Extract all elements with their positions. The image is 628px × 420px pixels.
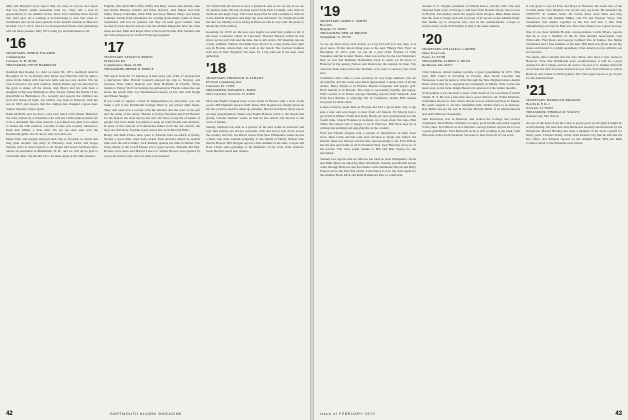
col6-paragraph-c: We salute Jake Crandall and his wife Mary, who have a new home in Hanover. Now that Dartmouth goes coeducational, it will be a great change for the College, and we all want to be part of it. Stanley Edwards wrote that his wife had been sick but is now well. Fred Nichols is still in Hanover and comes to all the games. The class agent reports a good year for the Alumni Fund. [526, 55, 622, 80]
class-19-secretary: SECRETARY, JAMES C. SMITH [320, 19, 367, 23]
class-17-secretary: SECRETARY, LYMAN R. BURNS [104, 54, 153, 59]
right-column-1 [320, 4, 416, 410]
class-20-address2: Essex, Vt. 05799 [422, 54, 446, 59]
col2-paragraph-a: English, Jim and Edith Coffin, Duffy and Betty Lewis, Abe Zeitlin, Jake and Addie Menzel, Charlie and Edna Stevens, Jake Mayer and Jack Wells, Shorty Fairbanks, Dick Ellis and Jerry Hallett, Hugo and Ginny Lambert. Greek from classmates are coming in the mails. Some of these classmates will not be present, but they all send good wishes. Ken Goodrich wrote that he always read the Alumni Magazine first; the class notes second. Ruth and Roger Rice write from Florida. Bob Sanders and Art Schoenberg report on the Florida get-together. [104, 4, 200, 37]
col5-paragraph-d: Seth Robertson was in Hanover and visited the College and several classmates. Dick Burke continues to enjoy good health and sends regards to the class. Ted Wilson is in California. George Dexter reports he is now a great-grandfather. Fred Hall tells us he is still working at the bank. Sam Morrison writes from Vermont. We hope to hear from all of you soon. [422, 116, 520, 137]
class-18-treasurer: TREASURER, EDWARD L. BAER [206, 88, 256, 93]
col1-paragraph-c: Rube McFella says he had a very nice lunch with Walter Hubbard. We were visited by a classmate who said the 1916 reunion turned out to be a decidedly fine class reunion. Leon Reed was glad to be asked to attend the 55th reunion. Carolina Cooke was recently married to Ruth Ann Miller, a Yale man. We are not sure who won the Dartmouth game, but we know who won that one. [6, 111, 98, 137]
class-19-address2: Ryegate, Vt. 05042 [320, 27, 347, 31]
class-20-address1: Sheer Frost Lane [422, 50, 446, 55]
class-19-heading [320, 4, 416, 39]
class-17-address1: 62 Berwick Rd. [104, 58, 126, 63]
class-16-address1: 2 Dunning Rd. [6, 54, 27, 59]
right-column-2 [422, 4, 520, 410]
col5-paragraph-c: In November I was shocked to hear of the death of Joe Goodrich of North Salem, N. Y. He was a fine man and a good friend to all. Frank Moulton, sometimes known as Ted, writes that he is now retired and lives in Maine. He sends regards to all who remember him. Walter Dane is in Arizona. Ray Heller enjoys the sun in Florida. Harold Miller is in Massachusetts and visits Hanover frequently. [422, 91, 520, 116]
left-column-2 [104, 4, 200, 410]
class-18-address2: Lancaster, Pa. 17603 [206, 84, 235, 89]
col4-paragraph-b: Christmas cards came to your secretary in very large numbers. We are all grateful, and the cards were much appreciated. I made a list of all the names. Harry Marsh is in Florida. Harold Carpenter still enjoys golf. Herb Merrill is in Hawaii. The class is reasonably healthy and happy. Walt Connor is in Texas. George Dunning reports from Vermont. And from Rod Boman is enjoying life in California. Ralph Ellis thanks everyone for their cards. [320, 75, 416, 105]
left-page [0, 0, 310, 420]
class-20-treasurer: TREASURER, ALBERT S. DEAN [422, 58, 471, 63]
class-21-address3: Kansas City, Mo. 64112 [526, 113, 559, 118]
class-18-address3: Old Coach Rd., Norwich, Vt. 05055 [206, 92, 256, 97]
col4-paragraph-d: Samuel Lee reports that he still has his farm in New Hampshire. Doris and Mike Ryan are enjoying their retirement. Stanley and Martha Green came through Hanover and had dinner with classmates. Brook and Betty Warren are in the East this winter. John Pierce is now the class agent for the Alumni Fund. Dick and Ruth Hammond flew to California. [320, 156, 416, 177]
class-21-heading [526, 83, 622, 118]
class-19-address3: Springfield, Vt. 05156 [320, 35, 351, 39]
class-17-year: '17 [104, 38, 125, 56]
class-17-heading [104, 40, 200, 71]
col3-paragraph-a: Vic Smith tells me that he is now a patriarch, and so are we all, as we are all getting older. He has recently heard from Bob Crandall, who lives in Vermont and keeps busy. The Class hopes that he will continue to write in to the Alumni Magazine and keep the class informed. Vic Smith also tells me that Joe Shelley is now living in Hanover and is very well. He plans to attend the 55th reunion. [206, 4, 304, 29]
col6-paragraph-b: One of our most faithful Florida correspondents, Leslie Myers, reports that he is now a member of the St. Pete Alumni Association. Gus Whitcomb, Fred Reed, and George Lambert live in Tampa. The Maine classmates had a fine summer at the lake. Bill Dean has given up his big house and moved to a small apartment. Chet Adams is now with his son in Colorado. [526, 29, 622, 55]
col5-paragraph-b: Clint Johnson, retired banker, became a great grandfather in 1971. This year, Bill Carter is traveling in Florida, then North Carolina and Tennessee. Later he plans to drive through the New England states. Austin Dean writes that he is enjoying his retirement in Maine. Nels Carter has been busy on the farm. Ralph Dean is in Arizona for the winter months. [422, 69, 520, 90]
class-18-secretary: SECRETARY, THOMAS B. R. ALBANY [206, 76, 264, 81]
col2-paragraph-b: The report from the '17 luncheon is that every one of the 17 present had a marvelous time. Harold Caswell enjoyed his trip to Norway and Sweden. Fran Sutter Duncan saw Dick Hoffman in Florida. Many thanks to Perley Wolf for hosting the gathering in Florida where the sun shone the whole time. Joe Weatherhead reports on his visit with Ralph and Eileen Skaggs. [104, 73, 200, 99]
class-21-year: '21 [526, 81, 547, 99]
col4-paragraph-c: Fred and Phyllis Sargent sent a picture of themselves on their front lawn. Dick Clark and his wife Jean traveled to Spain and visited old friends. Dean Joe Weaver and his wife send greetings to all. Fred Wilson has his fine new home at 2215 Northern Way. Jack Harrison wrote us of his travels. The class sends thanks to Hal and Bob Young for the newsletter. [320, 130, 416, 156]
class-16-treasurer: TREASURER, STEVE HARRISON [6, 62, 57, 67]
left-page-footer: DARTMOUTH ALUMNI MAGAZINE [110, 412, 183, 416]
col6-paragraph-a: It was great to see Al Frey and Hope in Hanover the week end of the Cornell game. Wes Dundon was on his way up north. He attended the TWENTY '41 alumni clinic. Of course there were Dick and Kay Sherwood, Ed and Pauline Miller, and Ed and Eleanor Stacy. The classmates had dinner together at the Inn and had a fine time remembering old days in Hanover. The Class dinner was a great success. [526, 4, 622, 29]
class-16-heading [6, 36, 98, 67]
class-20-year: '20 [422, 30, 443, 48]
right-page [314, 0, 628, 420]
right-page-footer: Issue of FEBRUARY 1972 [320, 412, 376, 416]
col5-paragraph-a: include V. C. Zeigler, president of Gillette Razor, and his wife, who just returned from a trip to Europe. I still hear from Ronnie Wood, who is now in Florida. Ted Kelley sends his regards from Oregon. Mike Dunn writes that the class is doing well and is proud of its record in the Alumni Fund. Our thanks go to everyone who sent in the questionnaire. I hope to receive more cards. Paul Kelley is still at the same address. [422, 4, 520, 29]
class-18-heading [206, 61, 304, 96]
class-21-address2: Norwich, Vt. 05055 [526, 105, 554, 110]
class-18-year: '18 [206, 60, 227, 78]
col3-paragraph-b: Greetings for 1972! As the new year begins we send best wishes to all. It has been a pleasant winter in Lancaster. Howard Benson writes he has given up the golf club and the lake, but is still active. Ed Sherman reports a busy summer. Nelson and Ruth have moved to a new home near their son in Florida, where they can walk to the beach. The Carlson brothers both live in New England. We hope for a big turn-out at the next class gathering. [206, 29, 304, 59]
col3-paragraph-c: Dick and Phyllis Sargent have a new home in Florida with a view of the ocean. Bill Dunham reports from Texas. Bob Kaplan has finally given up his law practice and has taken up painting. Harold and Mary Davis report on their grandchildren. Walter and Esther Hanson travel to the Orient this spring. Charles Sumner writes us that he has retired and moved to the coast of Maine. [206, 99, 304, 124]
right-column-3 [526, 4, 622, 410]
class-20-heading [422, 32, 520, 67]
col6-paragraph-d: As one of the news from the Class is pretty good we thought it might be worth sharing. We hear that Jack Burns has recently been honored by his hometown. Harold Bradley has been a member of the town council for many years. Thomas Staley writes from Kansas City that he still has his law office. Art Johnson reports on the Alumni Fund. Bill and Ruth Conners travel to the Bahamas each winter. [526, 120, 622, 146]
col1-paragraph-a: Matt and Margaret Gray report they are busy as can be and report that Joe Harris seems unusually well too. They sell a note in appreciation of our Alumni Notes. Dave and Catherine have moved into 1915 spot. As a windup, it is interesting to note that some 17 classmates and wives were present at the interim reunion in Hanover October 13-17, 1971, and it is to be hoped that future class gatherings will see more present. May 1972 bring joy and happiness to all. [6, 4, 98, 33]
class-21-treasurer: TREASURER, THOMAS W. STALEY [526, 109, 580, 114]
class-20-address3: Richmond, Ma. 04357 [422, 62, 453, 67]
col4-paragraph-b2: Louise Grausay spent time in Florida and had a good time. Ray Lopp sent a note and was happy to hear from old friends. Ed Moody had a good fall in Maine. Frank and Jenny Hardy are now grandparents for the fourth time. Chuck Flanders is working on a book about the class. Bob Tuttle has retired and is happy to be in Hanover. Bill Peck says he is writing and painting and enjoying life in the country. [320, 105, 416, 130]
class-19-treasurer: TREASURER, NEIL M. BROWN [320, 31, 368, 35]
col4-paragraph-a: So we see three more each month, so I say let's tell it to the class. It is good news. If this whole thing goes to the next 'Happy New Year' on December 31 1971, well, we are all a year older. Friends of John Valentine and his wonder Sheila. John was active for the last Valentine's Day, as was Ted Dunham. Remember back to when we all drove to Hanover in the spring. Nelson and Ruth have the reunion in June. The class has been asked about the Sixtieth, so be sure to send in your cards now. [320, 42, 416, 75]
left-column-3 [206, 4, 304, 410]
class-16-address2: Lebanon, N. H. 03766 [6, 58, 37, 63]
left-page-number: 42 [6, 411, 13, 417]
class-20-secretary: SECRETARY, WILLIAM A. CARTER [422, 46, 476, 51]
class-21-address1: Box 84 R. F. D. 2 [526, 101, 550, 106]
left-column-1 [6, 4, 98, 410]
right-page-number: 43 [615, 411, 622, 417]
class-16-year: '16 [6, 34, 27, 52]
class-16-secretary: SECRETARY, JOHN B. ESLABER [6, 50, 56, 55]
class-19-address1: Box 204 [320, 23, 332, 27]
class-19-year: '19 [320, 4, 341, 20]
class-17-treasurer: TREASURER, HENRY R. PRINCE [104, 66, 154, 71]
class-17-address2: Longmeadow, Mass. 01106 [104, 62, 142, 67]
col2-paragraph-d: Henry and Beth Prince have gone to Florida. Ken Goodrich is finally having a good time. Jean Saxe writes from Arizona where he spends time with his son's family. Jack Ramsey spends his time in Maine. The Class dinner at the Coach House was a great success. Wendell and Mrs. Bowles were there and Harold Lane too. Walter Brewer was greeted by everyone in the room, and was glad to be present. [104, 133, 200, 158]
class-18-address1: 95 North Landenberg Ave. [206, 80, 243, 85]
col3-paragraph-d: Stanley Gibbons has sent us a picture of his new home in Vermont and says that visitors are always welcome. Jack and Grace Lee drove across the country last fall. Joe Baron writes from New Hampshire where he has a farm. The class extends sympathy to the family of Henry Wilson who died in Boston. Bill Morgan reports a fine summer at the lake. Cooper and Rose Chase send greetings to all members of the class from Arizona. Gene Herbert sends best wishes. [206, 124, 304, 154]
class-21-secretary: SECRETARY, HAROLD B. BRAMAN [526, 97, 581, 102]
col2-paragraph-c: If you want to support a fund of independence in education, you can make a gift to the Dartmouth College Fund or our school alma mater. They will send you a receipt with the amount and the year of the gift and the name of the donor. Thanks to Irving Newman and Fred Bonner for the help in the class survey last fall. We have a long list of names of people who have made it possible to keep up with friends and relatives. In spite of the removal of bothersome fumes from the old cannon, the boys are still there. Freddie Gates drives his car in Beverly Hills. [104, 99, 200, 132]
col1-paragraph-b: Rudolph Rex Reeder Jr., died on April 30, 1971, Gumball dead in Brooklyn, N. Y., in January. Ray Dever says Hanover will be quite a place in the future with four new halls and two new dorms. We can look forward to the next reunion. Ralph Parker says he shoveled in the gym to shake off the winter. Ray Bracy and his wife have a daughter living near Burlington. May Tucker visited the family of her grandchild in Burlington, Vt., recently and reports the children are well and doing all right. Joe Crilley was back in Hanover with her son in 1915 and reports that the campus has changed a great deal. Walter Wheeler writes again. [6, 69, 98, 111]
col1-paragraph-d: Elmer Hart and August enjoyed their trip to Vacation so much that they plan another trip early in February. Ken Lamb and Roger Stanley write to send regards to all. Roger and Grace Gilchrest have rented an apartment in Bethlehem, N. H., and we will all be glad to visit them there. We should try to all meet again at the 56th reunion. [6, 137, 98, 158]
